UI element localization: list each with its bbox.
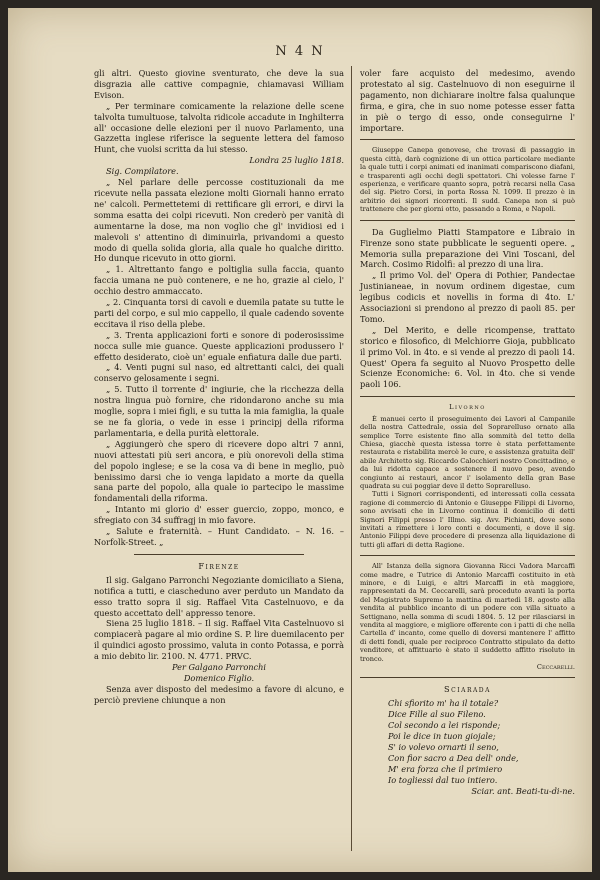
section-separator [360, 677, 575, 678]
poem-line: Poi le dice in tuon giojale; [388, 731, 496, 742]
page-number: N 4 N [275, 44, 325, 59]
letter-paragraph: „ 4. Venti pugni sul naso, ed altrettanti calci, dei quali conservo gelosamente i segni. [94, 362, 344, 384]
section-separator [360, 220, 575, 221]
poem-line: M' era forza che il primiero [388, 763, 503, 774]
article-paragraph: gli altri. Questo giovine sventurato, che deve la sua disgrazia alle cattive compagnie, chiamavasi William Evison. [94, 68, 344, 100]
column-divider [351, 66, 352, 851]
notice-paragraph: voler fare acquisto del medesimo, avendo protestato al sig. Castelnuovo di non eseguirne il pagamento, non dichiarare inoltre falsa qualunque firma, e gira, che in suo nome potesse esser fatta in piè o tergo di esso, onde conseguirne l' importare. [360, 68, 575, 133]
left-column [94, 68, 344, 706]
publisher-paragraph: „ Del Merito, e delle ricompense, trattato storico e filosofico, di Melchiorre Gioja, pubblicato il primo Vol. in 4to. e si vende al prezzo di paoli 14. Quest' Opera fa seguito al Nuovo Prospetto delle Scienze Economiche: 6. Vol. in 4to. che si vende paoli 106. [360, 324, 575, 390]
section-separator [134, 554, 304, 555]
section-separator [360, 396, 575, 397]
notice-paragraph: Il sig. Galgano Parronchi Negoziante domiciliato a Siena, notifica a tutti, e ciascheduno aver perduto un Mandato da esso tratto sopra il sig. Raffael Vita Castelnuovo, e da questo accettato dell' appresso tenore. [94, 574, 344, 618]
letter-paragraph: „ 5. Tutto il torrente d' ingiurie, che la ricchezza della nostra lingua può fornire, che ridondarono anche su mia moglie, sopra i miei figli, e su tutta la mia famiglia, la quale se ne fa gloria, o vede in esse i principj della riforma parlamentaria, e della purità elettorale. [94, 384, 344, 438]
article-paragraph: „ Per terminare comicamente la relazione delle scene talvolta tumultuose, talvolta ridicole accadute in Inghilterra all' occasione delle elezioni per il nuovo Parlamento, una Gazzetta inglese riferisce la seguente lettera del famoso Hunt, che vuolsi scritta da lui stesso. [94, 100, 344, 155]
section-heading-livorno: Livorno [449, 403, 486, 412]
news-paragraph: Tutti i Signori corrispondenti, ed interessati colla cessata ragione di commercio di Antonio e Giuseppe Filippi di Livorno, sono avvisati che in Livorno continua il domicilio di detti Signori Filippi presso l' Illmo. sig. Avv. Pichianti, dove sono invitati a rimettere i loro conti e documenti, e dove il sig. Antonio Filippi deve procedere di presenza alla liquidazione di tutti gli affari di detta Ragione. [360, 490, 575, 549]
letter-paragraph: „ Nel parlare delle percosse costituzionali da me ricevute nella passata elezione molti Giornali hanno errato ne' calcoli. Permettetemi di rettificare gli errori, e dirvi la somma esatta dei colpi ricevuti. Non crederò per vanità di aumentarne la dose, ma non voglio che gl' invidiosi ed i malevoli s' attentino di diminuirla, privandomi a questo modo di quella solida gloria, alla quale ho qualche diritto. Ho dunque ricevuto in otto giorni. [94, 177, 344, 264]
poem-signature: Sciar. ant. Beati-tu-di-ne. [471, 785, 575, 796]
section-separator [360, 555, 575, 556]
section-heading-sciarada: Sciarada [444, 684, 491, 695]
salutation: Sig. Compilatore. [106, 166, 179, 177]
publisher-paragraph: „ Il primo Vol. del' Opera di Pothier, Pandectae Justinianeae, in novum ordinem digestae, cum legibus codicis et novellis in forma di 4to. L' Associazioni si prendono al prezzo di paoli 85. per Tomo. [360, 270, 575, 324]
letter-paragraph: „ Intanto mi glorio d' esser guercio, zoppo, monco, e sfregiato con 34 suffragj in mio favore. [94, 504, 344, 526]
right-column [360, 68, 575, 797]
poem-line: Col secondo a lei risponde; [388, 720, 501, 731]
notice-paragraph: Senza aver disposto del medesimo a favore di alcuno, e perciò previene chiunque a non [94, 683, 344, 705]
auction-paragraph: All' Istanza della signora Giovanna Ricci Vadora Marcaffi come madre, e Tutrice di Antonio Marcaffi costituito in età minore, e di Luigi, e altri Marcaffi in età maggiore, rappresentati da M. Ceccarelli, sarà proceduto avanti la porta del Magistrato Supremo la mattina di martedì 18. agosto alla vendita al pubblico incanto di un podere con villa situato a Settignano, nella somma di scudi 1804. 5. 12 per rilasciarsi in vendita al maggiore, e migliore offerente con i patti di che nella Cartella d' incanto, come quello di doversi mantenere l' affitto di detti fondi, quale per reciproco Contratto stipulato da detto venditore, et affittuario è stato il suddetto affitto risoluto in tronco. [360, 562, 575, 663]
poem-line: Io togliessi dal tuo intiero. [388, 774, 498, 785]
poem-line: Chi sfiorito m' ha il totale? [388, 698, 499, 709]
section-heading-firenze: Firenze [198, 560, 240, 571]
advert-paragraph: Giuseppe Canepa genovese, che trovasi di passaggio in questa città, darà cognizione di un ottica particolare mediante la quale tutti i corpi animati ed inanimati compariscono diafani, e trasparenti agli occhi degli spettatori. Chi volesse farne l' esperienza, e verificare quanto sopra, potrà recarsi nella Casa del sig. Pietro Corsi, in porta Rossa N. 1099. Il prezzo è in arbitrio dei signori ricorrenti. Il sudd. Canepa non si può trattenere che per giorni otto, passando a Roma, e Napoli. [360, 146, 575, 214]
newspaper-page [8, 8, 592, 872]
section-separator [360, 139, 575, 140]
notice-signature: Domenico Figlio. [183, 672, 255, 683]
poem-line: Dice Fille al suo Fileno. [388, 709, 486, 720]
poem-line: Con fior sacro a Dea dell' onde, [388, 752, 519, 763]
poem-line: S' io volevo ornarti il seno, [388, 742, 499, 752]
letter-signoff: „ Salute e fraternità. – Hunt Candidato. – N. 16. – Norfolk-Street. „ [94, 526, 344, 547]
auction-signature: Ceccarelli. [536, 663, 575, 672]
publisher-paragraph: Da Guglielmo Piatti Stampatore e Libraio in Firenze sono state pubblicate le seguenti opere. „ Memoria sulla preparazione dei Vini Toscani, del March. Cosimo Ridolfi: al prezzo di una lira. [360, 226, 575, 270]
letter-paragraph: „ Aggiungerò che spero di ricevere dopo altri 7 anni, nuovi attestati più seri ancora, e più onorevoli della stima del popolo inglese; e se la cosa va di bene in meglio, può benissimo darsi che io venga lapidato a morte da quella sana parte del popolo, alla quale io partecipo le massime fondamentali della riforma. [94, 438, 344, 504]
notice-paragraph: Siena 25 luglio 1818. – Il sig. Raffael Vita Castelnuovo si compiacerà pagare al mio ordine S. P. lire duemilacento per il quindici agosto prossimo, valuta in conto Potassa, e porrà a mio debito lir. 2100. N. 4771. PRVC. [94, 618, 344, 662]
letter-paragraph: „ 1. Altrettanto fango e poltiglia sulla faccia, quanto faccia umana ne può contenere, e ne ho, grazie al cielo, l' occhio destro ammaccato. [94, 264, 344, 297]
dateline: Londra 25 luglio 1818. [249, 155, 344, 166]
notice-signature: Per Galgano Parronchi [172, 662, 266, 673]
news-paragraph: È manuei certo il proseguimento dei Lavori al Campanile della nostra Cattedrale, ossia del Soprarelluso ornato alla semplice Torre esistente fino alla sommità del tetto della Chiesa, giacchè questa istessa torre è stata perfettamente restaurata e ristabilita mercè le cure, e assistenza gratuita dell' abile Architetto sig. Riccardo Calocchieri nostro Concittadino, e da lui ridotta capace a sostenere il nuovo peso, avendo congiunto ai restauri, ancor i' isolamento della gran Base quadrata su cui poggiar deve il detto Soprarelluso. [360, 414, 575, 490]
letter-paragraph: „ 2. Cinquanta torsi di cavoli e duemila patate su tutte le parti del corpo, e sul mio cappello, il quale cadendo sovente eccitava il riso della plebe. [94, 297, 344, 329]
poem [360, 698, 575, 785]
letter-paragraph: „ 3. Trenta applicazioni forti e sonore di poderosissime nocca sulle mie guance. Queste applicazioni produssero l' effetto desiderato, cioè un' eguale enfiatura dalle due parti. [94, 329, 344, 362]
